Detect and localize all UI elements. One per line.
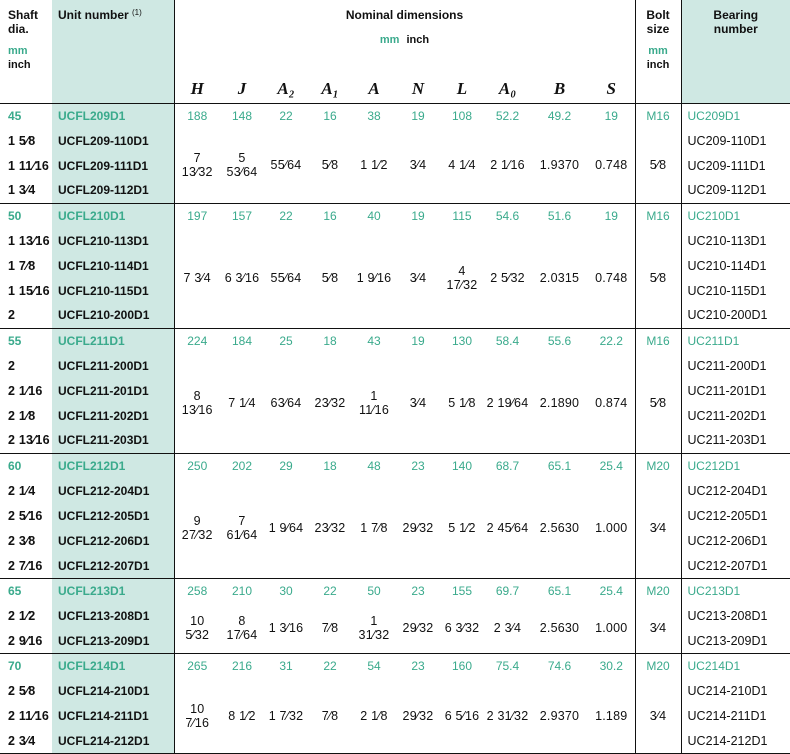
unit-number-inch: UCFL209-111D1 bbox=[52, 153, 174, 178]
dim-l-mm: 140 bbox=[440, 453, 484, 478]
dim-a0-mm: 69.7 bbox=[484, 578, 531, 603]
dim-a2-inch: 55⁄64 bbox=[270, 158, 302, 173]
unit-number-title: Unit number bbox=[58, 8, 129, 22]
dim-h-mm: 188 bbox=[174, 103, 220, 128]
dim-s-inch: 1.000 bbox=[595, 521, 628, 536]
shaft-inch-value: 2 1⁄4 bbox=[8, 483, 36, 498]
bolt-size-inch: 5⁄8 bbox=[635, 228, 681, 328]
unit-number-inch: UCFL209-112D1 bbox=[52, 178, 174, 203]
bearing-number-mm: UC214D1 bbox=[681, 653, 790, 678]
dim-l-inch: 6 5⁄16 bbox=[444, 708, 480, 723]
dim-a-mm: 38 bbox=[352, 103, 396, 128]
shaft-mm-value: 65 bbox=[0, 578, 52, 603]
dim-b-inch: 2.1890 bbox=[539, 395, 580, 410]
shaft-mm-label: mm bbox=[8, 45, 28, 57]
dim-a2-mm: 25 bbox=[264, 328, 308, 353]
dim-a-inch: 1 11⁄16 bbox=[359, 388, 389, 417]
dim-a1-mm: 16 bbox=[308, 103, 352, 128]
dim-a1-mm: 22 bbox=[308, 578, 352, 603]
bolt-size-mm: M20 bbox=[635, 578, 681, 603]
unit-number-inch: UCFL213-209D1 bbox=[52, 628, 174, 653]
dim-a0-inch: 2 31⁄32 bbox=[486, 708, 529, 723]
dim-a0-inch: 2 5⁄32 bbox=[490, 270, 525, 285]
bolt-size-header bbox=[635, 0, 681, 103]
shaft-inch-value: 1 3⁄4 bbox=[8, 183, 36, 198]
dim-s-inch: 0.748 bbox=[595, 158, 628, 173]
dim-j-inch: 7 1⁄4 bbox=[228, 395, 256, 410]
table-row bbox=[0, 478, 790, 503]
unit-number-header bbox=[52, 0, 174, 103]
dim-a0-inch: 2 3⁄4 bbox=[493, 621, 522, 636]
nominal-dimensions-header bbox=[174, 0, 635, 50]
dim-s-inch: 0.748 bbox=[595, 270, 628, 285]
unit-number-inch: UCFL211-201D1 bbox=[52, 378, 174, 403]
dim-n-mm: 19 bbox=[396, 328, 440, 353]
bolt-size-inch: 3⁄4 bbox=[635, 478, 681, 578]
dim-a2-mm: 22 bbox=[264, 103, 308, 128]
bearing-number-inch: UC210-200D1 bbox=[681, 303, 790, 328]
shaft-inch-value: 1 11⁄16 bbox=[8, 158, 50, 173]
bearing-number-inch: UC210-113D1 bbox=[681, 228, 790, 253]
bolt-size-inch: 3⁄4 bbox=[635, 678, 681, 753]
shaft-inch-value: 2 3⁄4 bbox=[8, 733, 36, 748]
bearing-number-inch: UC211-202D1 bbox=[681, 403, 790, 428]
unit-number-inch: UCFL211-203D1 bbox=[52, 428, 174, 453]
shaft-mm-value: 70 bbox=[0, 653, 52, 678]
shaft-inch-value: 2 13⁄16 bbox=[8, 433, 50, 448]
bearing-number-inch: UC210-114D1 bbox=[681, 253, 790, 278]
bolt-size-inch: 5⁄8 bbox=[635, 353, 681, 453]
unit-number-inch: UCFL212-207D1 bbox=[52, 553, 174, 578]
dim-j-mm: 157 bbox=[220, 203, 264, 228]
bolt-title-line1: Bolt bbox=[646, 8, 670, 22]
dim-n-mm: 19 bbox=[396, 203, 440, 228]
dim-a1-mm: 18 bbox=[308, 453, 352, 478]
dim-b-inch: 2.5630 bbox=[539, 521, 580, 536]
dim-l-mm: 155 bbox=[440, 578, 484, 603]
dim-s-mm: 22.2 bbox=[588, 328, 635, 353]
unit-number-inch: UCFL211-200D1 bbox=[52, 353, 174, 378]
shaft-mm-value: 50 bbox=[0, 203, 52, 228]
unit-number-inch: UCFL212-204D1 bbox=[52, 478, 174, 503]
bearing-number-inch: UC212-204D1 bbox=[681, 478, 790, 503]
dim-a0-inch: 2 1⁄16 bbox=[490, 158, 525, 173]
dim-j-mm: 210 bbox=[220, 578, 264, 603]
shaft-inch-value: 1 15⁄16 bbox=[8, 283, 50, 298]
dim-l-inch: 5 1⁄8 bbox=[448, 395, 476, 410]
dim-j-mm: 216 bbox=[220, 653, 264, 678]
dim-l-inch: 4 17⁄32 bbox=[446, 263, 478, 292]
dim-b-mm: 51.6 bbox=[531, 203, 588, 228]
shaft-inch-label: inch bbox=[8, 59, 31, 71]
dim-h-inch: 10 7⁄16 bbox=[174, 678, 220, 753]
bearing-number-inch: UC214-212D1 bbox=[681, 728, 790, 753]
dim-a-mm: 54 bbox=[352, 653, 396, 678]
shaft-dia-header bbox=[0, 0, 52, 103]
unit-number-inch: UCFL212-206D1 bbox=[52, 528, 174, 553]
unit-number-inch: UCFL213-208D1 bbox=[52, 603, 174, 628]
dim-a-inch: 1 31⁄32 bbox=[358, 614, 390, 643]
dim-a-inch: 1 7⁄8 bbox=[360, 521, 388, 536]
dim-a-mm: 40 bbox=[352, 203, 396, 228]
dim-a2-inch: 1 3⁄16 bbox=[268, 621, 304, 636]
shaft-inch-value: 1 13⁄16 bbox=[8, 233, 50, 248]
bolt-title-line2: size bbox=[646, 22, 670, 36]
symbol-n: N bbox=[411, 78, 425, 98]
dim-n-mm: 23 bbox=[396, 578, 440, 603]
bearing-title-line2: number bbox=[713, 22, 758, 36]
dim-a-mm: 43 bbox=[352, 328, 396, 353]
dim-n-inch: 3⁄4 bbox=[409, 158, 427, 173]
unit-number-mm: UCFL211D1 bbox=[52, 328, 174, 353]
dim-a2-mm: 30 bbox=[264, 578, 308, 603]
dim-h-mm: 250 bbox=[174, 453, 220, 478]
dim-h-inch: 10 5⁄32 bbox=[174, 603, 220, 653]
table-row bbox=[0, 353, 790, 378]
dim-a1-inch: 23⁄32 bbox=[314, 521, 346, 536]
shaft-inch-value: 1 7⁄8 bbox=[8, 258, 36, 273]
dim-s-inch: 1.189 bbox=[595, 708, 628, 723]
bolt-size-mm: M20 bbox=[635, 653, 681, 678]
dim-j-mm: 202 bbox=[220, 453, 264, 478]
dim-n-inch: 29⁄32 bbox=[402, 621, 434, 636]
dim-l-inch: 4 1⁄4 bbox=[448, 158, 476, 173]
symbol-s: S bbox=[606, 78, 616, 98]
unit-number-inch: UCFL211-202D1 bbox=[52, 403, 174, 428]
dim-n-mm: 19 bbox=[396, 103, 440, 128]
dim-h-mm: 197 bbox=[174, 203, 220, 228]
shaft-inch-value: 2 bbox=[8, 358, 16, 373]
bolt-size-mm: M16 bbox=[635, 203, 681, 228]
dim-a-mm: 50 bbox=[352, 578, 396, 603]
bolt-size-mm: M16 bbox=[635, 328, 681, 353]
dim-b-inch: 2.9370 bbox=[539, 708, 580, 723]
dim-l-mm: 160 bbox=[440, 653, 484, 678]
dim-h-mm: 224 bbox=[174, 328, 220, 353]
bolt-size-inch: 5⁄8 bbox=[635, 128, 681, 203]
shaft-inch-value: 2 1⁄16 bbox=[8, 383, 43, 398]
dim-b-mm: 55.6 bbox=[531, 328, 588, 353]
dim-b-mm: 74.6 bbox=[531, 653, 588, 678]
shaft-title-line1: Shaft bbox=[8, 8, 38, 22]
dim-a1-inch: 5⁄8 bbox=[321, 158, 339, 173]
dim-a1-inch: 7⁄8 bbox=[321, 708, 339, 723]
dim-j-inch: 5 53⁄64 bbox=[226, 151, 258, 180]
shaft-inch-value: 2 3⁄8 bbox=[8, 533, 36, 548]
shaft-inch-value: 2 9⁄16 bbox=[8, 633, 43, 648]
symbol-a0: A₀ bbox=[498, 78, 517, 98]
bearing-number-inch: UC209-111D1 bbox=[681, 153, 790, 178]
dim-a1-inch: 7⁄8 bbox=[321, 621, 339, 636]
table-row bbox=[0, 603, 790, 628]
dim-a0-inch: 2 45⁄64 bbox=[486, 521, 529, 536]
table-row bbox=[0, 103, 790, 128]
dim-h-inch: 9 27⁄32 bbox=[174, 478, 220, 578]
dim-a1-mm: 16 bbox=[308, 203, 352, 228]
dim-a2-mm: 31 bbox=[264, 653, 308, 678]
dim-a2-mm: 22 bbox=[264, 203, 308, 228]
dim-a0-mm: 54.6 bbox=[484, 203, 531, 228]
shaft-inch-value: 2 11⁄16 bbox=[8, 708, 50, 723]
symbol-l: L bbox=[456, 78, 468, 98]
dim-a0-mm: 52.2 bbox=[484, 103, 531, 128]
shaft-inch-value: 2 5⁄16 bbox=[8, 508, 43, 523]
symbol-a: A bbox=[368, 78, 380, 98]
table-row bbox=[0, 328, 790, 353]
unit-number-inch: UCFL210-114D1 bbox=[52, 253, 174, 278]
nominal-dimensions-title: Nominal dimensions bbox=[345, 8, 464, 22]
dim-a-mm: 48 bbox=[352, 453, 396, 478]
bolt-size-mm: M16 bbox=[635, 103, 681, 128]
dim-b-inch: 1.9370 bbox=[539, 158, 580, 173]
dim-n-mm: 23 bbox=[396, 453, 440, 478]
table-row bbox=[0, 203, 790, 228]
table-row bbox=[0, 653, 790, 678]
bearing-number-inch: UC213-209D1 bbox=[681, 628, 790, 653]
shaft-inch-value: 2 bbox=[8, 308, 16, 323]
dim-n-inch: 3⁄4 bbox=[409, 395, 427, 410]
bearing-number-inch: UC211-200D1 bbox=[681, 353, 790, 378]
bolt-mm-label: mm bbox=[648, 45, 668, 57]
dim-l-mm: 108 bbox=[440, 103, 484, 128]
bearing-number-mm: UC213D1 bbox=[681, 578, 790, 603]
bolt-inch-label: inch bbox=[646, 59, 670, 71]
dim-a2-mm: 29 bbox=[264, 453, 308, 478]
table-row bbox=[0, 578, 790, 603]
bearing-number-inch: UC212-207D1 bbox=[681, 553, 790, 578]
table-row bbox=[0, 678, 790, 703]
shaft-inch-value: 2 5⁄8 bbox=[8, 683, 36, 698]
dim-a2-inch: 55⁄64 bbox=[270, 270, 302, 285]
dim-a0-mm: 58.4 bbox=[484, 328, 531, 353]
bearing-number-mm: UC211D1 bbox=[681, 328, 790, 353]
dim-l-mm: 130 bbox=[440, 328, 484, 353]
bearing-number-inch: UC214-210D1 bbox=[681, 678, 790, 703]
shaft-inch-value: 2 1⁄2 bbox=[8, 608, 36, 623]
bearing-number-mm: UC210D1 bbox=[681, 203, 790, 228]
dim-h-inch: 7 3⁄4 bbox=[174, 228, 220, 328]
dim-a0-mm: 75.4 bbox=[484, 653, 531, 678]
dim-a0-inch: 2 19⁄64 bbox=[486, 395, 529, 410]
nominal-mm-label: mm bbox=[379, 34, 400, 46]
dim-a1-inch: 5⁄8 bbox=[321, 270, 339, 285]
unit-number-inch: UCFL210-115D1 bbox=[52, 278, 174, 303]
unit-number-mm: UCFL214D1 bbox=[52, 653, 174, 678]
unit-number-inch: UCFL210-113D1 bbox=[52, 228, 174, 253]
dim-a0-mm: 68.7 bbox=[484, 453, 531, 478]
dim-b-mm: 65.1 bbox=[531, 453, 588, 478]
table-row bbox=[0, 228, 790, 253]
shaft-mm-value: 45 bbox=[0, 103, 52, 128]
bearing-number-inch: UC209-112D1 bbox=[681, 178, 790, 203]
unit-number-inch: UCFL214-211D1 bbox=[52, 703, 174, 728]
dim-j-mm: 184 bbox=[220, 328, 264, 353]
unit-number-inch: UCFL214-212D1 bbox=[52, 728, 174, 753]
dim-l-inch: 6 3⁄32 bbox=[444, 621, 480, 636]
dim-h-mm: 265 bbox=[174, 653, 220, 678]
bearing-number-inch: UC213-208D1 bbox=[681, 603, 790, 628]
dim-j-inch: 7 61⁄64 bbox=[226, 514, 258, 543]
dim-a2-inch: 63⁄64 bbox=[270, 395, 302, 410]
nominal-inch-label: inch bbox=[406, 34, 430, 46]
dim-j-inch: 6 3⁄16 bbox=[224, 270, 260, 285]
dim-s-mm: 30.2 bbox=[588, 653, 635, 678]
symbol-j: J bbox=[237, 78, 247, 98]
dim-a-inch: 1 9⁄16 bbox=[356, 270, 392, 285]
bearing-number-header bbox=[681, 0, 790, 103]
dim-n-inch: 29⁄32 bbox=[402, 708, 434, 723]
unit-number-inch: UCFL210-200D1 bbox=[52, 303, 174, 328]
bolt-size-mm: M20 bbox=[635, 453, 681, 478]
symbol-h: H bbox=[174, 50, 220, 103]
dim-h-inch: 8 13⁄16 bbox=[174, 353, 220, 453]
unit-number-inch: UCFL209-110D1 bbox=[52, 128, 174, 153]
unit-number-mm: UCFL212D1 bbox=[52, 453, 174, 478]
dim-b-mm: 49.2 bbox=[531, 103, 588, 128]
dim-l-mm: 115 bbox=[440, 203, 484, 228]
symbol-a2: A₂ bbox=[277, 78, 295, 98]
symbol-b: B bbox=[553, 78, 566, 98]
unit-number-mm: UCFL210D1 bbox=[52, 203, 174, 228]
dim-s-inch: 1.000 bbox=[595, 621, 628, 636]
dim-b-mm: 65.1 bbox=[531, 578, 588, 603]
dim-a1-mm: 22 bbox=[308, 653, 352, 678]
bearing-number-inch: UC214-211D1 bbox=[681, 703, 790, 728]
dim-b-inch: 2.5630 bbox=[539, 621, 580, 636]
dim-j-inch: 8 1⁄2 bbox=[228, 708, 256, 723]
dim-a1-mm: 18 bbox=[308, 328, 352, 353]
unit-number-inch: UCFL212-205D1 bbox=[52, 503, 174, 528]
dim-a-inch: 1 1⁄2 bbox=[360, 158, 388, 173]
shaft-inch-value: 2 7⁄16 bbox=[8, 558, 43, 573]
bearing-number-inch: UC210-115D1 bbox=[681, 278, 790, 303]
dim-a1-inch: 23⁄32 bbox=[314, 395, 346, 410]
dim-j-mm: 148 bbox=[220, 103, 264, 128]
bearing-number-inch: UC209-110D1 bbox=[681, 128, 790, 153]
dim-s-mm: 19 bbox=[588, 103, 635, 128]
bearing-number-mm: UC212D1 bbox=[681, 453, 790, 478]
bearing-number-inch: UC212-206D1 bbox=[681, 528, 790, 553]
dim-b-inch: 2.0315 bbox=[539, 270, 580, 285]
dim-n-inch: 29⁄32 bbox=[402, 521, 434, 536]
dim-h-mm: 258 bbox=[174, 578, 220, 603]
shaft-mm-value: 60 bbox=[0, 453, 52, 478]
bearing-number-inch: UC211-201D1 bbox=[681, 378, 790, 403]
bearing-number-inch: UC212-205D1 bbox=[681, 503, 790, 528]
symbol-a1: A₁ bbox=[321, 78, 339, 98]
table-row bbox=[0, 128, 790, 153]
dim-s-mm: 19 bbox=[588, 203, 635, 228]
dim-n-inch: 3⁄4 bbox=[409, 270, 427, 285]
dim-l-inch: 5 1⁄2 bbox=[448, 521, 476, 536]
shaft-mm-value: 55 bbox=[0, 328, 52, 353]
shaft-inch-value: 1 5⁄8 bbox=[8, 133, 36, 148]
dim-s-mm: 25.4 bbox=[588, 578, 635, 603]
dim-n-mm: 23 bbox=[396, 653, 440, 678]
table-row bbox=[0, 453, 790, 478]
shaft-inch-value: 2 1⁄8 bbox=[8, 408, 36, 423]
dim-j-inch: 8 17⁄64 bbox=[226, 614, 258, 643]
shaft-title-line2: dia. bbox=[8, 22, 29, 36]
unit-number-note: (1) bbox=[132, 8, 142, 17]
unit-number-mm: UCFL213D1 bbox=[52, 578, 174, 603]
bearing-title-line1: Bearing bbox=[713, 8, 759, 22]
dim-a2-inch: 1 9⁄64 bbox=[268, 521, 304, 536]
bearing-number-inch: UC211-203D1 bbox=[681, 428, 790, 453]
dim-h-inch: 7 13⁄32 bbox=[174, 128, 220, 203]
unit-number-mm: UCFL209D1 bbox=[52, 103, 174, 128]
dim-s-mm: 25.4 bbox=[588, 453, 635, 478]
dim-a2-inch: 1 7⁄32 bbox=[268, 708, 304, 723]
dim-s-inch: 0.874 bbox=[595, 395, 628, 410]
bolt-size-inch: 3⁄4 bbox=[635, 603, 681, 653]
unit-number-inch: UCFL214-210D1 bbox=[52, 678, 174, 703]
table-body bbox=[0, 103, 790, 754]
bearing-number-mm: UC209D1 bbox=[681, 103, 790, 128]
dim-a-inch: 2 1⁄8 bbox=[360, 708, 388, 723]
